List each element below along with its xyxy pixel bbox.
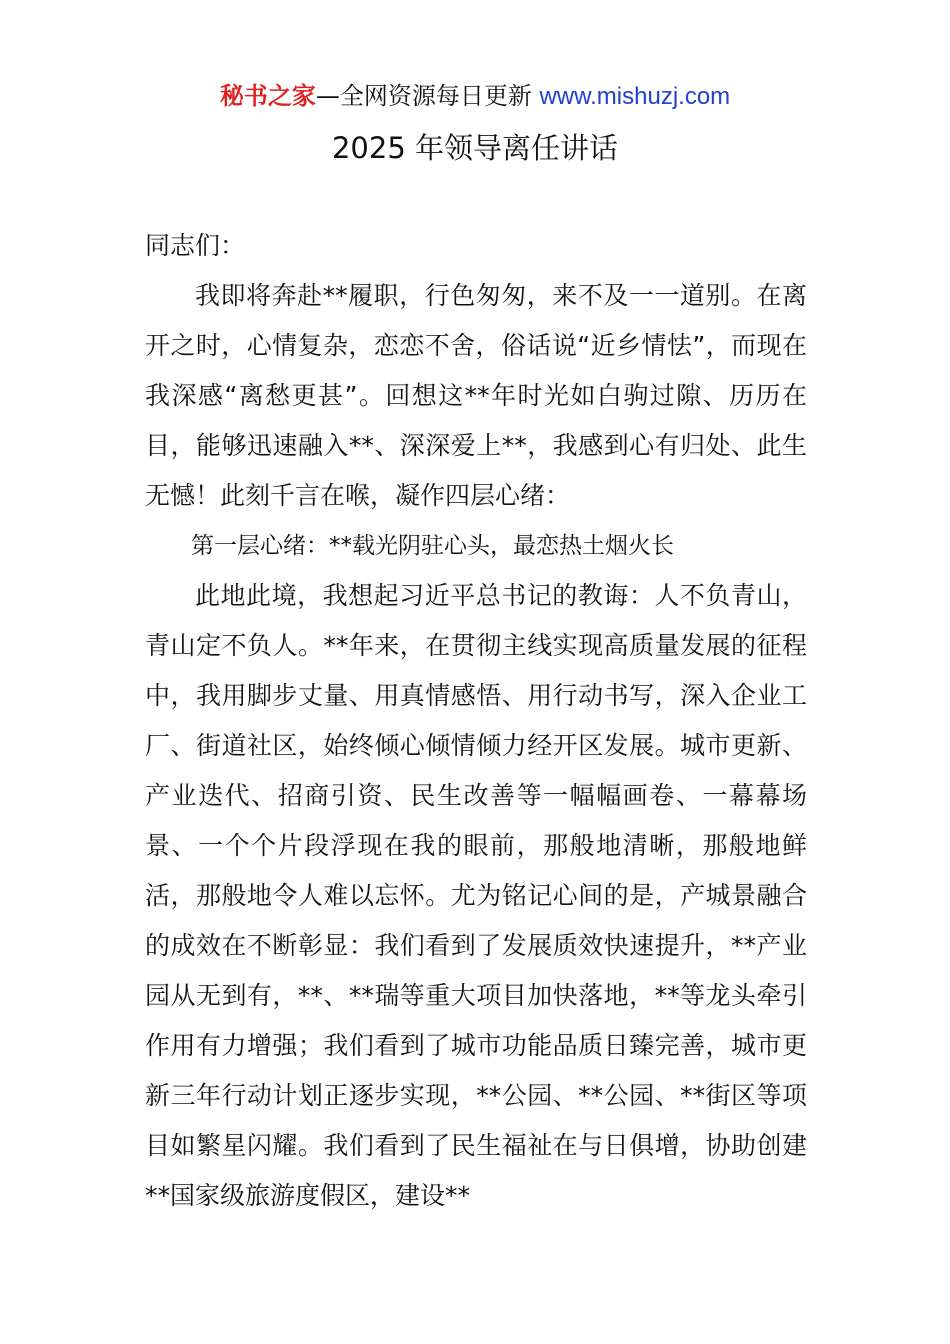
body-paragraph: 我即将奔赴**履职，行色匆匆，来不及一一道别。在离开之时，心情复杂，恋恋不舍，俗话说“近乡情怯”，而现在我深感“离愁更甚”。回想这**年时光如白驹过隙、历历在目，能够迅速融入**、深深爱上**，我感到心有归处、此生无憾！此刻千言在喉，凝作四层心绪： — [145, 281, 807, 510]
body-paragraph: 此地此境，我想起习近平总书记的教诲：人不负青山，青山定不负人。**年来，在贯彻主线实现高质量发展的征程中，我用脚步丈量、用真情感悟、用行动书写，深入企业工厂、街道社区，始终倾心倾情倾力经开区发展。城市更新、产业迭代、招商引资、民生改善等一幅幅画卷、一幕幕场景、一个个片段浮现在我的眼前，那般地清晰，那般地鲜活，那般地令人难以忘怀。尤为铭记心间的是，产城景融合的成效在不断彰显：我们看到了发展质效快速提升，**产业园从无到有，**、**瑞等重大项目加快落地，**等龙头牵引作用有力增强；我们看到了城市功能品质日臻完善，城市更新三年行动计划正逐步实现，**公园、**公园、**街区等项目如繁星闪耀。我们看到了民生福祉在与日俱增，协助创建**国家级旅游度假区，建设** — [145, 581, 807, 1210]
document-title: 2025 年领导离任讲话 — [331, 131, 619, 165]
site-header — [0, 80, 950, 113]
header-tagline: —全网资源每日更新 — [315, 82, 540, 110]
salutation: 同志们： — [145, 231, 246, 260]
brand-name: 秘书之家 — [219, 82, 316, 110]
document-body — [145, 221, 807, 1221]
section-heading: 第一层心绪：**载光阴驻心头，最恋热土烟火长 — [191, 533, 674, 559]
site-url-link[interactable]: www.mishuzj.com — [539, 83, 731, 110]
